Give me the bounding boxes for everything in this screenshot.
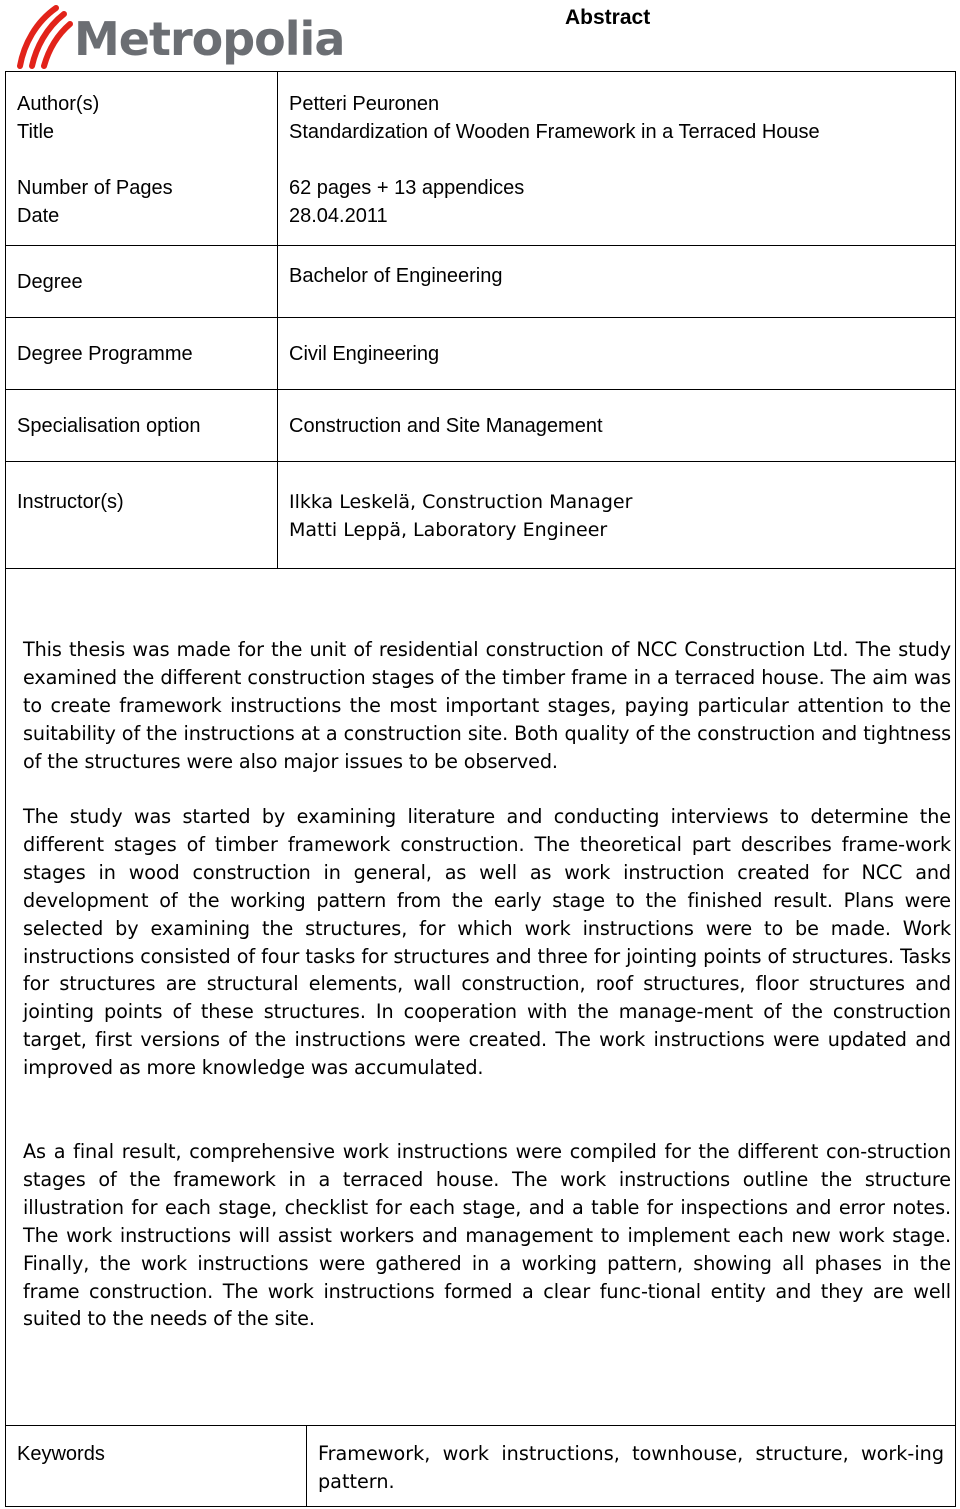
pages-label: Number of Pages	[17, 177, 173, 199]
meta-value-cell	[278, 72, 956, 246]
author-label: Author(s)	[17, 93, 100, 115]
keywords-label: Keywords	[6, 1426, 307, 1507]
title-label: Title	[17, 121, 55, 143]
keywords-row	[6, 1426, 956, 1507]
thesis-metadata-table	[5, 71, 956, 569]
instructors-label: Instructor(s)	[6, 462, 278, 569]
specialisation-value: Construction and Site Management	[278, 390, 956, 462]
degree-label: Degree	[6, 246, 278, 318]
date-label: Date	[17, 205, 60, 227]
abstract-paragraph-1: This thesis was made for the unit of residential construction of NCC Construction Ltd. The study examined the different construction stages of the timber frame in a terraced house. The aim was to create framework instructions the most important stages, paying particular attention to the suitability of the instructions at a construction site. Both quality of the construction and tightness of the structures were also major issues to be observed.	[23, 638, 951, 773]
instructor-1: Ilkka Leskelä, Construction Manager	[289, 491, 633, 513]
date-value: 28.04.2011	[289, 205, 388, 227]
instructors-value-cell	[278, 462, 956, 569]
abstract-paragraph-2: The study was started by examining literature and conducting interviews to determine the different stages of timber framework construction. The theoretical part describes frame-work stages in wood construction in general, as well as work instruction created for NCC and development of the working pattern from the early stage to the finished result. Plans were selected by examining the structures, for which work instructions were to be made. Work instructions consisted of four tasks for structures and three for jointing points of structures. Tasks for structures are structural elements, wall construction, roof structures, floor structures and jointing points of these structures. In cooperation with the manage-ment of the construction target, first versions of the instructions were created. The work instructions were updated and improved as more knowledge was accumulated.	[23, 805, 951, 1080]
instructor-2: Matti Leppä, Laboratory Engineer	[289, 519, 608, 541]
metropolia-logo	[14, 4, 345, 70]
programme-value: Civil Engineering	[278, 318, 956, 390]
keywords-value: Framework, work instructions, townhouse, structure, work-ing pattern.	[307, 1426, 956, 1507]
author-value: Petteri Peuronen	[289, 93, 440, 115]
meta-row-degree	[6, 246, 956, 318]
document-type-heading: Abstract	[565, 6, 651, 29]
pages-value: 62 pages + 13 appendices	[289, 177, 525, 199]
logo-mark-icon	[14, 4, 74, 70]
meta-label-cell	[6, 72, 278, 246]
abstract-body	[5, 568, 956, 1426]
meta-row-specialisation	[6, 390, 956, 462]
degree-value: Bachelor of Engineering	[278, 246, 956, 318]
logo-wordmark: Metropolia	[74, 12, 345, 66]
meta-row-programme	[6, 318, 956, 390]
programme-label: Degree Programme	[6, 318, 278, 390]
meta-row-author-title-pages-date	[6, 72, 956, 246]
abstract-paragraph-3: As a final result, comprehensive work instructions were compiled for the different con-struction stages of the framework in a terraced house. The work instructions outline the structure illustration for each stage, checklist for each stage, and a table for inspections and error notes. The work instructions will assist workers and management to implement each new work stage. Finally, the work instructions were gathered in a working pattern, showing all phases in the frame construction. The work instructions formed a clear func-tional entity and they are well suited to the needs of the site.	[23, 1140, 951, 1331]
keywords-table	[5, 1425, 956, 1507]
title-value: Standardization of Wooden Framework in a Terraced House	[289, 121, 820, 143]
meta-row-instructors	[6, 462, 956, 569]
specialisation-label: Specialisation option	[6, 390, 278, 462]
